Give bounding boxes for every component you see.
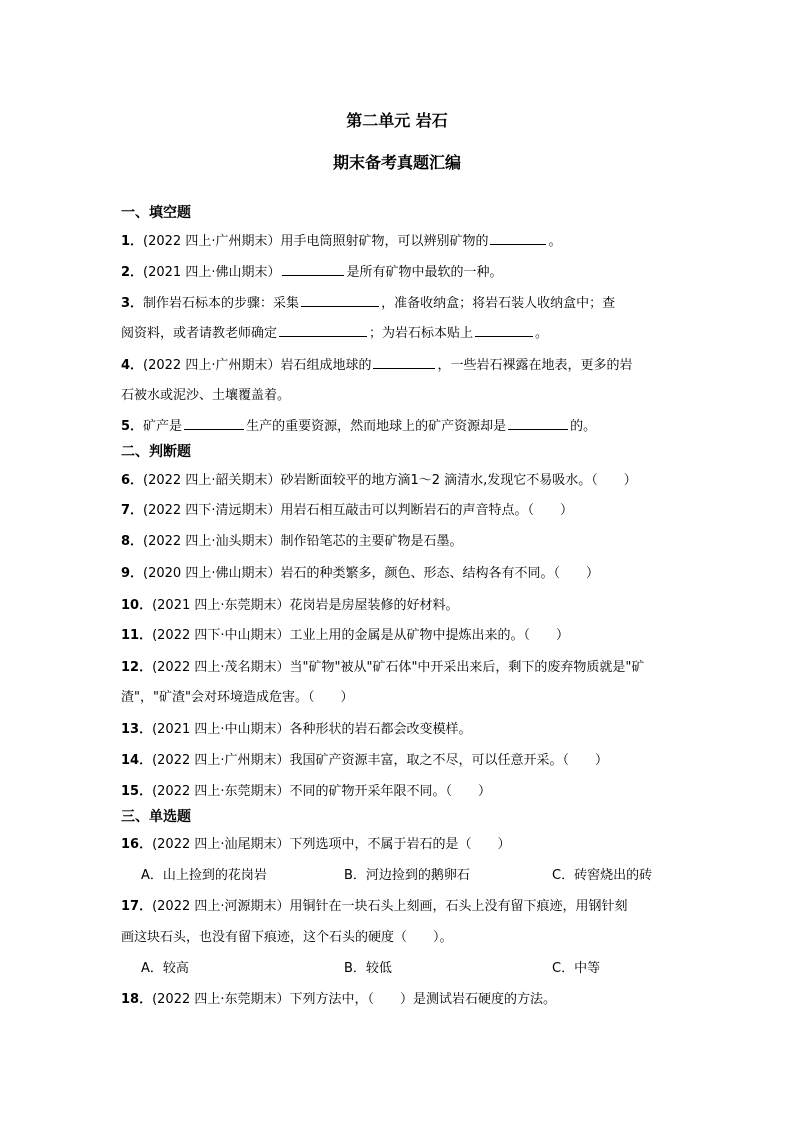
- section-choice-heading: 三、单选题: [121, 809, 191, 825]
- answer-blank[interactable]: [508, 416, 568, 430]
- question-source: (2021 四上·东莞期末）: [152, 598, 290, 613]
- page-title: 第二单元 岩石: [346, 111, 448, 130]
- question-2: 2．(2021 四上·佛山期末） 是所有矿物中最软的一种。: [121, 261, 681, 280]
- option-b[interactable]: B．河边捡到的鹅卵石: [344, 868, 470, 883]
- question-5: 5．矿产是 生产的重要资源，然而地球上的矿产资源却是 的。: [121, 415, 681, 434]
- question-source: (2022 四上·东莞期末）: [152, 992, 290, 1007]
- section-judge-heading: 二、判断题: [121, 444, 191, 460]
- option-b[interactable]: B．较低: [344, 961, 392, 976]
- question-12-line-2: 渣"，"矿渣"会对环境造成危害。（ ）: [121, 690, 354, 705]
- question-3: 3．制作岩石标本的步骤：采集 ，准备收纳盒；将岩石装人收纳盒中；查: [121, 292, 681, 311]
- question-6: 6．(2022 四上·韶关期末）砂岩断面较平的地方滴1～2 滴清水,发现它不易吸水。（ ）: [121, 473, 637, 488]
- question-9: 9．(2020 四上·佛山期末）岩石的种类繁多，颜色、形态、结构各有不同。（ ）: [121, 566, 599, 581]
- question-4: 4．(2022 四上·广州期末）岩石组成地球的 ，一些岩石裸露在地表，更多的岩: [121, 354, 681, 373]
- question-4-line-2: 石被水或泥沙、土壤覆盖着。: [121, 388, 291, 403]
- answer-blank[interactable]: [282, 262, 344, 276]
- section-fill-heading: 一、填空题: [121, 205, 191, 221]
- option-a[interactable]: A．山上捡到的花岗岩: [141, 868, 267, 883]
- question-8: 8．(2022 四上·汕头期末）制作铅笔芯的主要矿物是石墨。: [121, 534, 463, 549]
- question-18: 18．(2022 四上·东莞期末）下列方法中，（ ）是测试岩石硬度的方法。: [121, 992, 557, 1007]
- answer-blank[interactable]: [490, 231, 546, 245]
- option-c[interactable]: C．中等: [552, 961, 601, 976]
- question-source: (2022 四上·汕头期末）: [143, 534, 281, 549]
- question-14: 14．(2022 四上·广州期末）我国矿产资源丰富，取之不尽，可以任意开采。（ ）: [121, 753, 609, 768]
- question-source: (2022 四上·河源期末）: [152, 899, 290, 914]
- question-source: (2021 四上·中山期末）: [152, 722, 290, 737]
- question-source: (2022 四上·广州期末）: [143, 234, 281, 249]
- page-subtitle: 期末备考真题汇编: [332, 153, 461, 172]
- question-source: (2020 四上·佛山期末）: [143, 566, 281, 581]
- question-source: (2022 四下·清远期末）: [143, 503, 281, 518]
- question-13: 13．(2021 四上·中山期末）各种形状的岩石都会改变模样。: [121, 722, 472, 737]
- question-source: (2022 四上·韶关期末）: [143, 473, 281, 488]
- question-17-line-2: 画这块石头，也没有留下痕迹，这个石头的硬度（ ）。: [121, 930, 453, 945]
- answer-blank[interactable]: [301, 293, 379, 307]
- question-source: (2022 四上·广州期末）: [143, 358, 281, 373]
- question-1: 1．(2022 四上·广州期末）用手电筒照射矿物，可以辨别矿物的 。: [121, 230, 681, 249]
- option-a[interactable]: A．较高: [141, 961, 189, 976]
- question-16: 16．(2022 四上·汕尾期末）下列选项中，不属于岩石的是（ ）: [121, 837, 511, 852]
- question-source: (2022 四上·广州期末）: [152, 753, 290, 768]
- question-source: (2021 四上·佛山期末）: [143, 265, 281, 280]
- question-source: (2022 四上·汕尾期末）: [152, 837, 290, 852]
- option-c[interactable]: C．砖窖烧出的砖: [552, 868, 653, 883]
- answer-blank[interactable]: [475, 323, 533, 337]
- question-17: 17．(2022 四上·河源期末）用铜针在一块石头上刻画，石头上没有留下痕迹，用钢针刻: [121, 899, 628, 914]
- question-3-line-2: 阅资料，或者请教老师确定 ；为岩石标本贴上 。: [121, 322, 681, 341]
- question-7: 7．(2022 四下·清远期末）用岩石相互敲击可以判断岩石的声音特点。（ ）: [121, 503, 573, 518]
- answer-blank[interactable]: [373, 355, 435, 369]
- question-15: 15．(2022 四上·东莞期末）不同的矿物开采年限不同。（ ）: [121, 784, 492, 799]
- question-source: (2022 四上·茂名期末）: [152, 660, 290, 675]
- answer-blank[interactable]: [184, 416, 244, 430]
- answer-blank[interactable]: [279, 323, 367, 337]
- question-10: 10．(2021 四上·东莞期末）花岗岩是房屋装修的好材料。: [121, 598, 459, 613]
- question-12: 12．(2022 四上·茂名期末）当"矿物"被从"矿石体"中开采出来后，剩下的废弃物质就是"矿: [121, 660, 645, 675]
- question-source: (2022 四下·中山期末）: [152, 628, 290, 643]
- question-11: 11．(2022 四下·中山期末）工业上用的金属是从矿物中提炼出来的。（ ）: [121, 628, 570, 643]
- question-source: (2022 四上·东莞期末）: [152, 784, 290, 799]
